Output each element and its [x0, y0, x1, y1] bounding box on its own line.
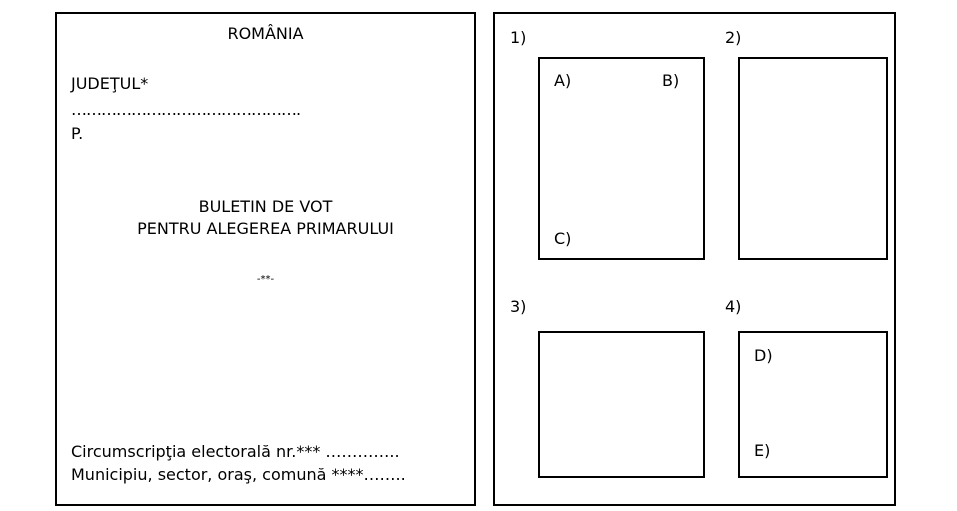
- label-b: B): [662, 71, 680, 90]
- label-e: E): [754, 441, 771, 460]
- label-d: D): [754, 346, 773, 365]
- stars-marker: -**-: [256, 274, 275, 285]
- constituency-line: Circumscripţia electorală nr.*** …………..: [71, 442, 400, 461]
- county-dotted-line: ……………………………………….: [71, 100, 301, 119]
- p-label: P.: [71, 124, 84, 143]
- country-heading: ROMÂNIA: [227, 24, 304, 43]
- quadrant-4-number: 4): [725, 297, 742, 316]
- ballot-layout-panel: [493, 12, 896, 506]
- quadrant-2-number: 2): [725, 28, 742, 47]
- quadrant-3-number: 3): [510, 297, 527, 316]
- quadrant-3-box: [538, 331, 705, 478]
- ballot-title-line-2: PENTRU ALEGEREA PRIMARULUI: [137, 219, 394, 238]
- municipality-line: Municipiu, sector, oraş, comună ****……..: [71, 465, 406, 484]
- ballot-title-line-1: BULETIN DE VOT: [198, 197, 333, 216]
- quadrant-2-box: [738, 57, 888, 260]
- label-a: A): [554, 71, 572, 90]
- quadrant-1-box: [538, 57, 705, 260]
- label-c: C): [554, 229, 572, 248]
- quadrant-4-box: [738, 331, 888, 478]
- quadrant-1-number: 1): [510, 28, 527, 47]
- county-label: JUDEŢUL*: [71, 74, 149, 93]
- ballot-front-panel: [55, 12, 476, 506]
